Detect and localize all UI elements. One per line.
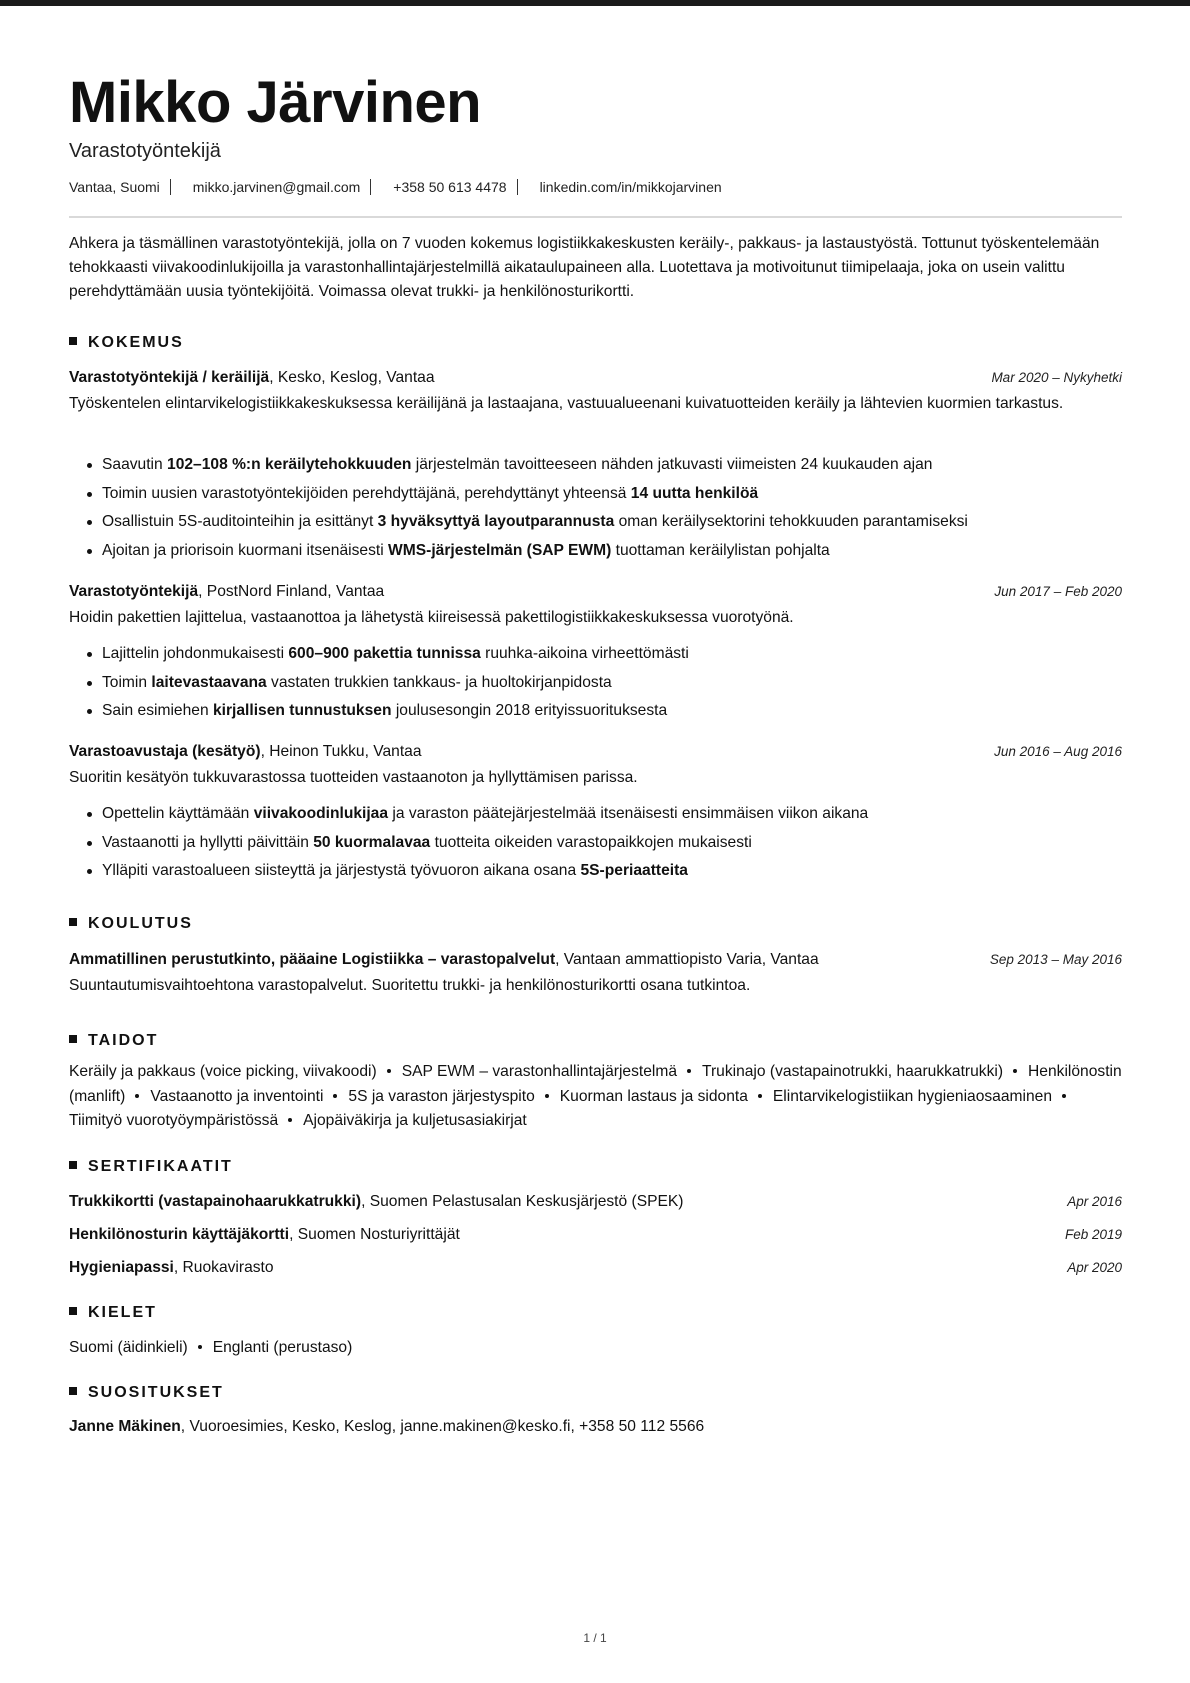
education-degree: Ammatillinen perustutkinto, pääaine Logistiikka – varastopalvelut: [69, 951, 556, 968]
bullet-item: [69, 511, 968, 540]
section-marker-icon: [69, 337, 77, 345]
bullet-text: Ajoitan ja priorisoin kuormani itsenäisesti: [102, 541, 389, 559]
section-marker-icon: [69, 1307, 77, 1315]
skill-item: 5S ja varaston järjestyspito: [348, 1087, 535, 1105]
job-bullets: [69, 454, 968, 568]
job-role: Varastoavustaja (kesätyö): [69, 743, 261, 760]
bullet-dot: [87, 520, 92, 525]
bullet-text: Saavutin: [102, 456, 168, 473]
skill-item: Keräily ja pakkaus (voice picking, viivakoodi): [69, 1063, 377, 1080]
skills-list: [69, 1060, 1122, 1134]
section-skills-label: TAIDOT: [88, 1032, 159, 1049]
candidate-title: Varastotyöntekijä: [69, 140, 221, 162]
job-role: Varastotyöntekijä: [69, 583, 199, 600]
candidate-name: Mikko Järvinen: [69, 70, 482, 135]
education-description: Suuntautumisvaihtoehtona varastopalvelut. Suoritettu trukki- ja henkilönosturikortti osana tutkintoa.: [69, 977, 751, 994]
bullet-text: tuottaman keräilylistan pohjalta: [611, 541, 830, 559]
job-description: Työskentelen elintarvikelogistiikkakeskuksessa keräilijänä ja lastaajana, vastuualueenani kuivatuotteiden keräily ja lähtevien kuormien tarkastus.: [69, 395, 1064, 412]
certificate-name: Hygieniapassi: [69, 1259, 174, 1276]
section-education: [69, 914, 193, 934]
bullet-text: Lajittelin johdonmukaisesti: [102, 645, 289, 662]
section-marker-icon: [69, 1161, 77, 1169]
bullet-highlight: 3 hyväksyttyä layoutparannusta: [377, 513, 615, 530]
section-marker-icon: [69, 1387, 77, 1395]
bullet-text: vastaten trukkien tankkaus- ja huoltokirjanpidosta: [266, 673, 612, 691]
certificate-item: [69, 1224, 1122, 1246]
reference-name: Janne Mäkinen: [69, 1418, 181, 1435]
section-skills: [69, 1031, 158, 1051]
language-separator: [198, 1345, 202, 1349]
language-item: Englanti (perustaso): [212, 1339, 353, 1356]
skill-item: Henkilönostin (manlift): [69, 1063, 1122, 1105]
bullet-item: [69, 832, 868, 861]
header-divider: [69, 216, 1122, 218]
bullet-dot: [87, 869, 92, 874]
bullet-text: Osallistuin 5S-auditointeihin ja esittänyt: [102, 513, 378, 530]
bullet-text: oman keräilysektorini tehokkuuden parantamiseksi: [614, 513, 968, 530]
certificate-issuer: , Ruokavirasto: [173, 1259, 274, 1276]
skill-separator: [687, 1069, 691, 1073]
skill-item: Trukinajo (vastapainotrukki, haarukkatrukki): [702, 1063, 1004, 1080]
bullet-text: ja varaston päätejärjestelmää itsenäisesti ensimmäisen viikon aikana: [388, 805, 869, 822]
job-company: , Kesko, Keslog, Vantaa: [269, 369, 435, 386]
contact-separator: [170, 179, 171, 195]
skill-separator: [1013, 1069, 1017, 1073]
summary: Ahkera ja täsmällinen varastotyöntekijä, jolla on 7 vuoden kokemus logistiikkakeskusten keräily-, pakkaus- ja lastaustyöstä. Tottunut työskentelemään tehokkaasti viivakoodinlukijoilla ja varastonhallintajärjestelmillä aikataulupaineen alla. Luotettava ja motivoitunut tiimipelaaja, joka on usein valittu perehdyttämään uusia työntekijöitä. Voimassa olevat trukki- ja henkilönosturikortti.: [69, 235, 1100, 300]
contact-email[interactable]: mikko.jarvinen@gmail.com: [192, 179, 361, 195]
bullet-item: [69, 672, 689, 701]
job-header: [69, 581, 1122, 603]
bullet-highlight: 5S-periaatteita: [580, 862, 688, 879]
reference-details: , Vuoroesimies, Kesko, Keslog, janne.makinen@kesko.fi, +358 50 112 5566: [180, 1418, 705, 1435]
bullet-text: joulusesongin 2018 erityissuorituksesta: [391, 702, 668, 719]
bullet-highlight: 600–900 pakettia tunnissa: [288, 645, 481, 662]
bullet-text: Opettelin käyttämään: [102, 805, 254, 822]
job-role: Varastotyöntekijä / keräilijä: [69, 369, 270, 386]
bullet-dot: [87, 549, 92, 554]
job-dates: Jun 2017 – Feb 2020: [994, 584, 1122, 599]
contact-linkedin[interactable]: linkedin.com/in/mikkojarvinen: [539, 179, 722, 195]
skill-item: Tiimityö vuorotyöympäristössä: [69, 1112, 279, 1129]
section-certificates-label: SERTIFIKAATIT: [88, 1158, 233, 1175]
job-dates: Mar 2020 – Nykyhetki: [991, 370, 1122, 385]
contact-phone[interactable]: +358 50 613 4478: [393, 179, 507, 195]
bullet-highlight: 14 uutta henkilöä: [630, 484, 759, 502]
bullet-item: [69, 700, 689, 729]
skill-separator: [333, 1094, 337, 1098]
bullet-highlight: WMS-järjestelmän (SAP EWM): [388, 541, 612, 559]
bullet-text: Vastaanotti ja hyllytti päivittäin: [102, 833, 314, 851]
section-experience-label: KOKEMUS: [88, 334, 184, 351]
contact-separator: [517, 179, 518, 195]
top-border: [0, 0, 1190, 6]
job-company: , Heinon Tukku, Vantaa: [260, 743, 422, 760]
bullet-dot: [87, 709, 92, 714]
bullet-item: [69, 643, 689, 672]
section-references: [69, 1383, 224, 1403]
bullet-highlight: viivakoodinlukijaa: [253, 805, 389, 822]
certificate-name: Henkilönosturin käyttäjäkortti: [69, 1226, 290, 1243]
certificate-item: [69, 1191, 1122, 1213]
section-languages-label: KIELET: [88, 1304, 157, 1321]
bullet-highlight: 102–108 %:n keräilytehokkuuden: [167, 456, 412, 473]
bullet-item: [69, 803, 868, 832]
skill-separator: [387, 1069, 391, 1073]
skill-separator: [135, 1094, 139, 1098]
job-header: [69, 367, 1122, 389]
section-references-label: SUOSITUKSET: [88, 1384, 224, 1401]
job-header: [69, 741, 1122, 763]
certificate-date: Apr 2020: [1067, 1260, 1122, 1275]
section-marker-icon: [69, 1035, 77, 1043]
certificate-date: Feb 2019: [1064, 1227, 1122, 1242]
skill-item: Ajopäiväkirja ja kuljetusasiakirjat: [303, 1112, 527, 1129]
skill-item: SAP EWM – varastonhallintajärjestelmä: [401, 1063, 678, 1080]
bullet-dot: [87, 463, 92, 468]
bullet-dot: [87, 841, 92, 846]
certificate-issuer: , Suomen Pelastusalan Keskusjärjestö (SPEK): [361, 1193, 684, 1210]
bullet-dot: [87, 681, 92, 686]
skill-item: Vastaanotto ja inventointi: [150, 1087, 324, 1105]
certificate-date: Apr 2016: [1067, 1194, 1122, 1209]
bullet-item: [69, 454, 968, 483]
job-description: Suoritin kesätyön tukkuvarastossa tuotteiden vastaanoton ja hyllyttämisen parissa.: [69, 769, 638, 786]
job-dates: Jun 2016 – Aug 2016: [994, 744, 1122, 759]
skill-item: Kuorman lastaus ja sidonta: [559, 1087, 748, 1105]
section-languages: [69, 1303, 157, 1323]
job-company: , PostNord Finland, Vantaa: [198, 583, 385, 600]
section-certificates: [69, 1157, 233, 1177]
skill-separator: [1062, 1094, 1066, 1098]
skill-item: Elintarvikelogistiikan hygieniaosaaminen: [772, 1087, 1053, 1105]
skill-separator: [288, 1118, 292, 1122]
page-number: 1 / 1: [583, 1631, 607, 1645]
languages-list: [69, 1337, 1122, 1359]
job-bullets: [69, 643, 689, 729]
bullet-text: tuotteita oikeiden varastopaikkojen mukaisesti: [430, 833, 752, 851]
bullet-dot: [87, 812, 92, 817]
reference-item: [69, 1416, 1122, 1438]
skill-separator: [758, 1094, 762, 1098]
contact-line: [69, 178, 722, 196]
job-description: Hoidin pakettien lajittelua, vastaanottoa ja lähetystä kiireisessä pakettilogistiikkakeskuksessa vuorotyönä.: [69, 609, 794, 626]
bullet-item: [69, 860, 868, 889]
bullet-highlight: 50 kuormalavaa: [313, 833, 431, 851]
certificate-name: Trukkikortti (vastapainohaarukkatrukki): [69, 1193, 362, 1210]
bullet-text: ruuhka-aikoina virheettömästi: [480, 645, 689, 662]
education-header: [69, 949, 1122, 971]
education-dates: Sep 2013 – May 2016: [989, 952, 1122, 967]
language-item: Suomi (äidinkieli): [69, 1339, 188, 1356]
bullet-text: Toimin uusien varastotyöntekijöiden perehdyttäjänä, perehdyttänyt yhteensä: [102, 484, 631, 502]
bullet-item: [69, 483, 968, 512]
bullet-text: Toimin: [102, 673, 152, 691]
education-school: , Vantaan ammattiopisto Varia, Vantaa: [555, 951, 819, 968]
certificate-item: [69, 1257, 1122, 1279]
bullet-text: Sain esimiehen: [102, 702, 213, 719]
bullet-dot: [87, 652, 92, 657]
contact-location: Vantaa, Suomi: [69, 179, 160, 195]
bullet-item: [69, 540, 968, 569]
bullet-text: Ylläpiti varastoalueen siisteyttä ja järjestystä työvuoron aikana osana: [102, 862, 581, 879]
bullet-highlight: kirjallisen tunnustuksen: [212, 702, 392, 719]
section-experience: [69, 333, 184, 353]
bullet-highlight: laitevastaavana: [151, 673, 267, 691]
job-bullets: [69, 803, 868, 889]
contact-separator: [370, 179, 371, 195]
bullet-dot: [87, 492, 92, 497]
skill-separator: [545, 1094, 549, 1098]
bullet-text: järjestelmän tavoitteeseen nähden jatkuvasti viimeisten 24 kuukauden ajan: [411, 456, 933, 473]
section-marker-icon: [69, 918, 77, 926]
section-education-label: KOULUTUS: [88, 915, 193, 932]
certificate-issuer: , Suomen Nosturiyrittäjät: [289, 1226, 460, 1243]
